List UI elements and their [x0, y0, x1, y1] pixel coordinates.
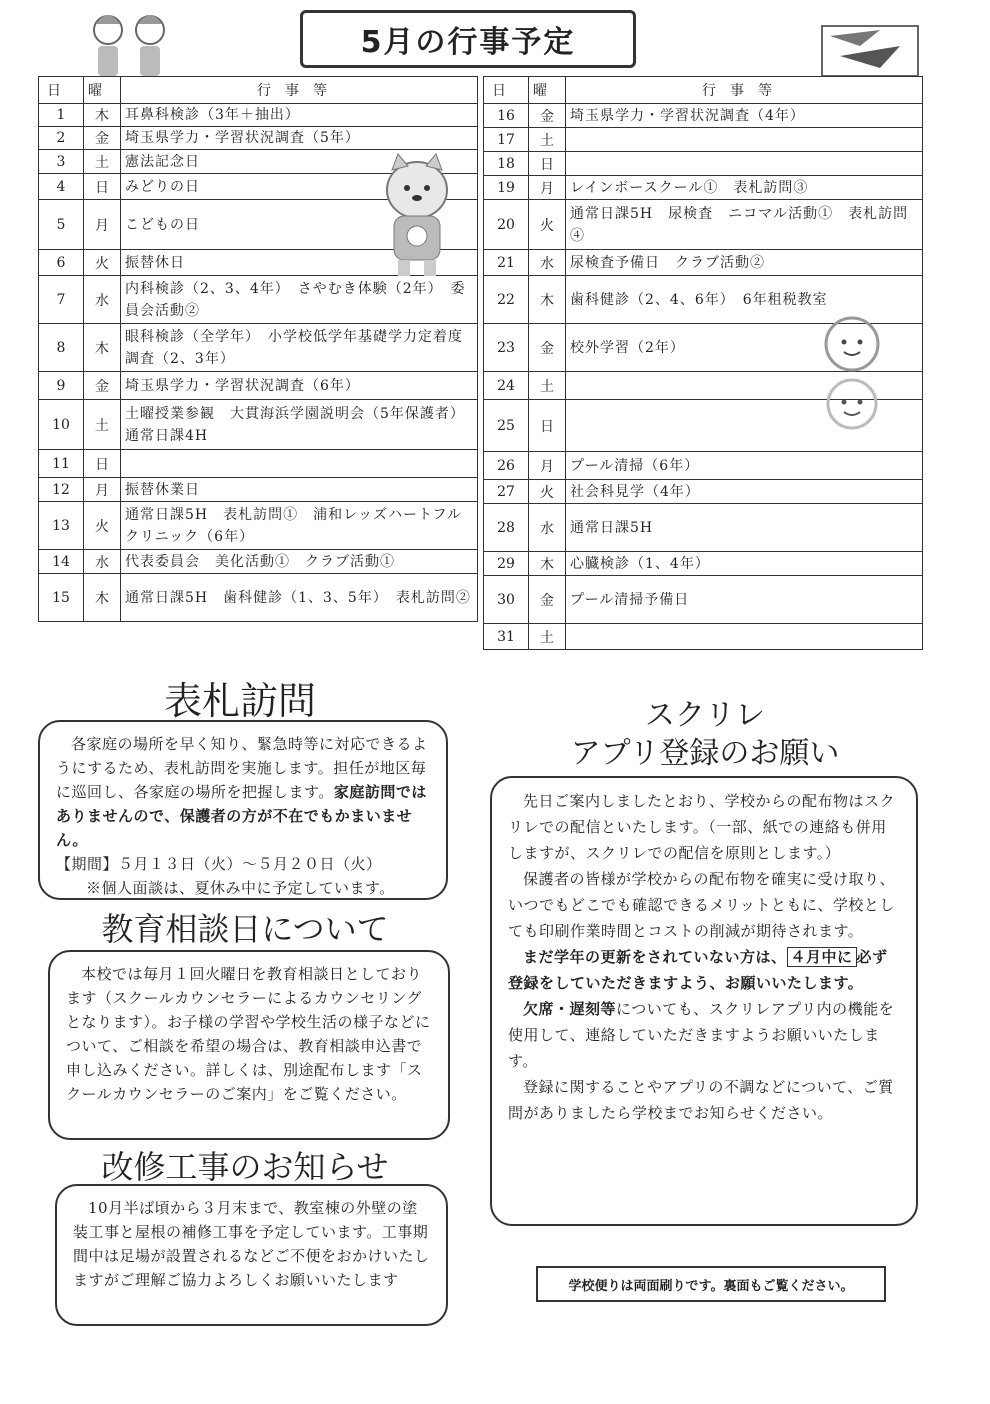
day-cell: 22	[484, 276, 529, 324]
day-cell: 25	[484, 400, 529, 452]
day-cell: 15	[39, 574, 84, 622]
event-cell: 通常日課5H 表札訪問① 浦和レッズハートフルクリニック（6年）	[121, 502, 478, 550]
day-cell: 28	[484, 504, 529, 552]
sukurire-p4: についても、スクリレアプリ内の機能を使用して、連絡していただきますようお願いいたします。	[508, 1000, 895, 1070]
weekday-cell: 水	[84, 550, 121, 574]
weekday-cell: 日	[84, 174, 121, 200]
sukurire-p3-bold-a: まだ学年の更新をされていない方は、	[523, 948, 787, 966]
sukurire-p1: 先日ご案内しましたとおり、学校からの配布物はスクリレでの配信といたします。（一部、紙での連絡も併用しますが、スクリレでの配信を原則とします。）	[508, 792, 896, 862]
table-row	[484, 104, 923, 128]
table-row	[39, 324, 478, 372]
kyoiku-box	[48, 950, 450, 1140]
event-cell: 通常日課5H	[566, 504, 923, 552]
event-cell: 土曜授業参観 大貫海浜学園説明会（5年保護者） 通常日課4H	[121, 400, 478, 450]
day-cell: 3	[39, 150, 84, 174]
day-cell: 27	[484, 480, 529, 504]
hyosatsu-period: 【期間】５月１３日（火）～５月２０日（火）	[56, 855, 382, 873]
weekday-cell: 木	[84, 324, 121, 372]
event-cell: プール清掃（6年）	[566, 452, 923, 480]
weekday-cell: 木	[529, 552, 566, 576]
weekday-cell: 月	[84, 478, 121, 502]
day-cell: 8	[39, 324, 84, 372]
day-cell: 20	[484, 200, 529, 250]
sukurire-p3-deadline: ４月中に	[787, 947, 857, 967]
weekday-cell: 水	[84, 276, 121, 324]
sukurire-p5: 登録に関することやアプリの不調などについて、ご質問がありましたら学校までお知らせください。	[508, 1078, 894, 1122]
header-weekday: 曜	[529, 77, 566, 104]
day-cell: 21	[484, 250, 529, 276]
header-event: 行事等	[566, 77, 923, 104]
weekday-cell: 金	[84, 372, 121, 400]
weekday-cell: 金	[84, 127, 121, 150]
sukurire-p3-bold-b: 必ず登録をしていただきますよう、お願いいたします。	[508, 948, 888, 992]
table-row	[39, 276, 478, 324]
table-row	[484, 576, 923, 624]
day-cell: 6	[39, 250, 84, 276]
day-cell: 16	[484, 104, 529, 128]
day-cell: 31	[484, 624, 529, 650]
weekday-cell: 火	[84, 502, 121, 550]
event-cell: 振替休業日	[121, 478, 478, 502]
weekday-cell: 月	[529, 176, 566, 200]
hyosatsu-heading: 表札訪問	[163, 679, 316, 723]
table-row	[39, 450, 478, 478]
day-cell: 1	[39, 104, 84, 127]
day-cell: 5	[39, 200, 84, 250]
event-cell: 埼玉県学力・学習状況調査（4年）	[566, 104, 923, 128]
hyosatsu-note: ※個人面談は、夏休み中に予定しています。	[86, 879, 395, 897]
day-cell: 2	[39, 127, 84, 150]
weekday-cell: 土	[84, 400, 121, 450]
table-row	[39, 127, 478, 150]
event-cell: 内科検診（2、3、4年） さやむき体験（2年） 委員会活動②	[121, 276, 478, 324]
table-row	[39, 478, 478, 502]
event-cell: 歯科健診（2、4、6年） 6年租税教室	[566, 276, 923, 324]
weekday-cell: 土	[529, 624, 566, 650]
kaishu-box	[55, 1184, 448, 1326]
table-row	[484, 128, 923, 152]
table-row	[484, 152, 923, 176]
day-cell: 30	[484, 576, 529, 624]
day-cell: 10	[39, 400, 84, 450]
weekday-cell: 土	[529, 372, 566, 400]
table-row	[39, 550, 478, 574]
day-cell: 7	[39, 276, 84, 324]
hyosatsu-bold-text: 家庭訪問ではありませんので、保護者の方が不在でもかまいません。	[56, 783, 427, 849]
weekday-cell: 木	[84, 574, 121, 622]
weekday-cell: 水	[529, 504, 566, 552]
table-row	[484, 624, 923, 650]
day-cell: 18	[484, 152, 529, 176]
kaishu-heading: 改修工事のお知らせ	[101, 1148, 389, 1186]
sukurire-subheading: アプリ登録のお願い	[570, 736, 840, 771]
weekday-cell: 火	[529, 200, 566, 250]
sukurire-heading: スクリレ	[645, 698, 765, 733]
table-row	[39, 104, 478, 127]
weekday-cell: 火	[84, 250, 121, 276]
sukurire-box	[490, 776, 918, 1226]
weekday-cell: 金	[529, 576, 566, 624]
event-cell	[566, 128, 923, 152]
hyosatsu-box	[38, 720, 448, 900]
event-cell: 校外学習（2年）	[566, 324, 923, 372]
header-day: 日	[39, 77, 84, 104]
table-row	[484, 250, 923, 276]
table-row	[484, 176, 923, 200]
weekday-cell: 月	[529, 452, 566, 480]
day-cell: 12	[39, 478, 84, 502]
footer-note: 学校便りは両面刷りです。裏面もご覧ください。	[536, 1266, 886, 1302]
kaishu-text: 10月半ば頃から３月末まで、教室棟の外壁の塗装工事と屋根の補修工事を予定しています。工事期間中は足場が設置されるなどご不便をおかけいたしますがご理解ご協力よろしくお願いいたします	[73, 1199, 430, 1289]
event-cell: こどもの日	[121, 200, 478, 250]
day-cell: 11	[39, 450, 84, 478]
carp-streamer-illustration	[820, 16, 920, 80]
weekday-cell: 土	[529, 128, 566, 152]
dog-mascot-illustration	[372, 150, 462, 280]
event-cell: 通常日課5H 歯科健診（1、3、5年） 表札訪問②	[121, 574, 478, 622]
sun-character-illustration	[800, 308, 910, 438]
table-row	[39, 372, 478, 400]
day-cell: 26	[484, 452, 529, 480]
event-cell: 代表委員会 美化活動① クラブ活動①	[121, 550, 478, 574]
header-weekday: 曜	[84, 77, 121, 104]
weekday-cell: 金	[529, 104, 566, 128]
weekday-cell: 金	[529, 324, 566, 372]
weekday-cell: 日	[529, 400, 566, 452]
weekday-cell: 火	[529, 480, 566, 504]
children-illustration	[80, 4, 190, 86]
page-title: 5月の行事予定	[300, 10, 636, 68]
day-cell: 9	[39, 372, 84, 400]
event-cell: 通常日課5H 尿検査 ニコマル活動① 表札訪問④	[566, 200, 923, 250]
weekday-cell: 月	[84, 200, 121, 250]
event-cell: 埼玉県学力・学習状況調査（6年）	[121, 372, 478, 400]
event-cell	[566, 152, 923, 176]
weekday-cell: 木	[84, 104, 121, 127]
event-cell	[121, 450, 478, 478]
weekday-cell: 日	[529, 152, 566, 176]
kyoiku-text: 本校では毎月１回火曜日を教育相談日としております（スクールカウンセラーによるカウンセリングとなります）。お子様の学習や学校生活の様子などについて、ご相談を希望の場合は、教育相談申込書で申し込みください。詳しくは、別途配布します「スクールカウンセラーのご案内」をご覧ください。	[66, 965, 431, 1103]
table-row	[484, 504, 923, 552]
table-row	[39, 574, 478, 622]
day-cell: 13	[39, 502, 84, 550]
event-cell: 憲法記念日	[121, 150, 478, 174]
day-cell: 24	[484, 372, 529, 400]
day-cell: 14	[39, 550, 84, 574]
event-cell: 心臓検診（1、4年）	[566, 552, 923, 576]
weekday-cell: 日	[84, 450, 121, 478]
day-cell: 29	[484, 552, 529, 576]
weekday-cell: 土	[84, 150, 121, 174]
event-cell: 眼科検診（全学年） 小学校低学年基礎学力定着度調査（2、3年）	[121, 324, 478, 372]
day-cell: 23	[484, 324, 529, 372]
day-cell: 19	[484, 176, 529, 200]
header-event: 行事等	[121, 77, 478, 104]
event-cell: 社会科見学（4年）	[566, 480, 923, 504]
event-cell: 振替休日	[121, 250, 478, 276]
event-cell: みどりの日	[121, 174, 478, 200]
table-row	[484, 200, 923, 250]
sukurire-p4-bold: 欠席・遅刻等	[523, 1000, 617, 1018]
event-cell: 埼玉県学力・学習状況調査（5年）	[121, 127, 478, 150]
weekday-cell: 水	[529, 250, 566, 276]
day-cell: 4	[39, 174, 84, 200]
table-row	[484, 552, 923, 576]
event-cell: レインボースクール① 表札訪問③	[566, 176, 923, 200]
event-cell: 耳鼻科検診（3年＋抽出）	[121, 104, 478, 127]
day-cell: 17	[484, 128, 529, 152]
sukurire-p2: 保護者の皆様が学校からの配布物を確実に受け取り、いつでもどこでも確認できるメリットともに、学校としても印刷作業時間とコストの削減が期待されます。	[508, 870, 896, 940]
table-row	[39, 502, 478, 550]
weekday-cell: 木	[529, 276, 566, 324]
hyosatsu-text: 各家庭の場所を早く知り、緊急時等に対応できるようにするため、表札訪問を実施します。担任が地区毎に巡回し、各家庭の場所を把握します。	[56, 735, 428, 801]
event-cell	[566, 624, 923, 650]
kyoiku-heading: 教育相談日について	[101, 910, 389, 948]
table-row	[484, 480, 923, 504]
table-row	[484, 452, 923, 480]
event-cell: プール清掃予備日	[566, 576, 923, 624]
table-row	[39, 400, 478, 450]
header-day: 日	[484, 77, 529, 104]
event-cell: 尿検査予備日 クラブ活動②	[566, 250, 923, 276]
